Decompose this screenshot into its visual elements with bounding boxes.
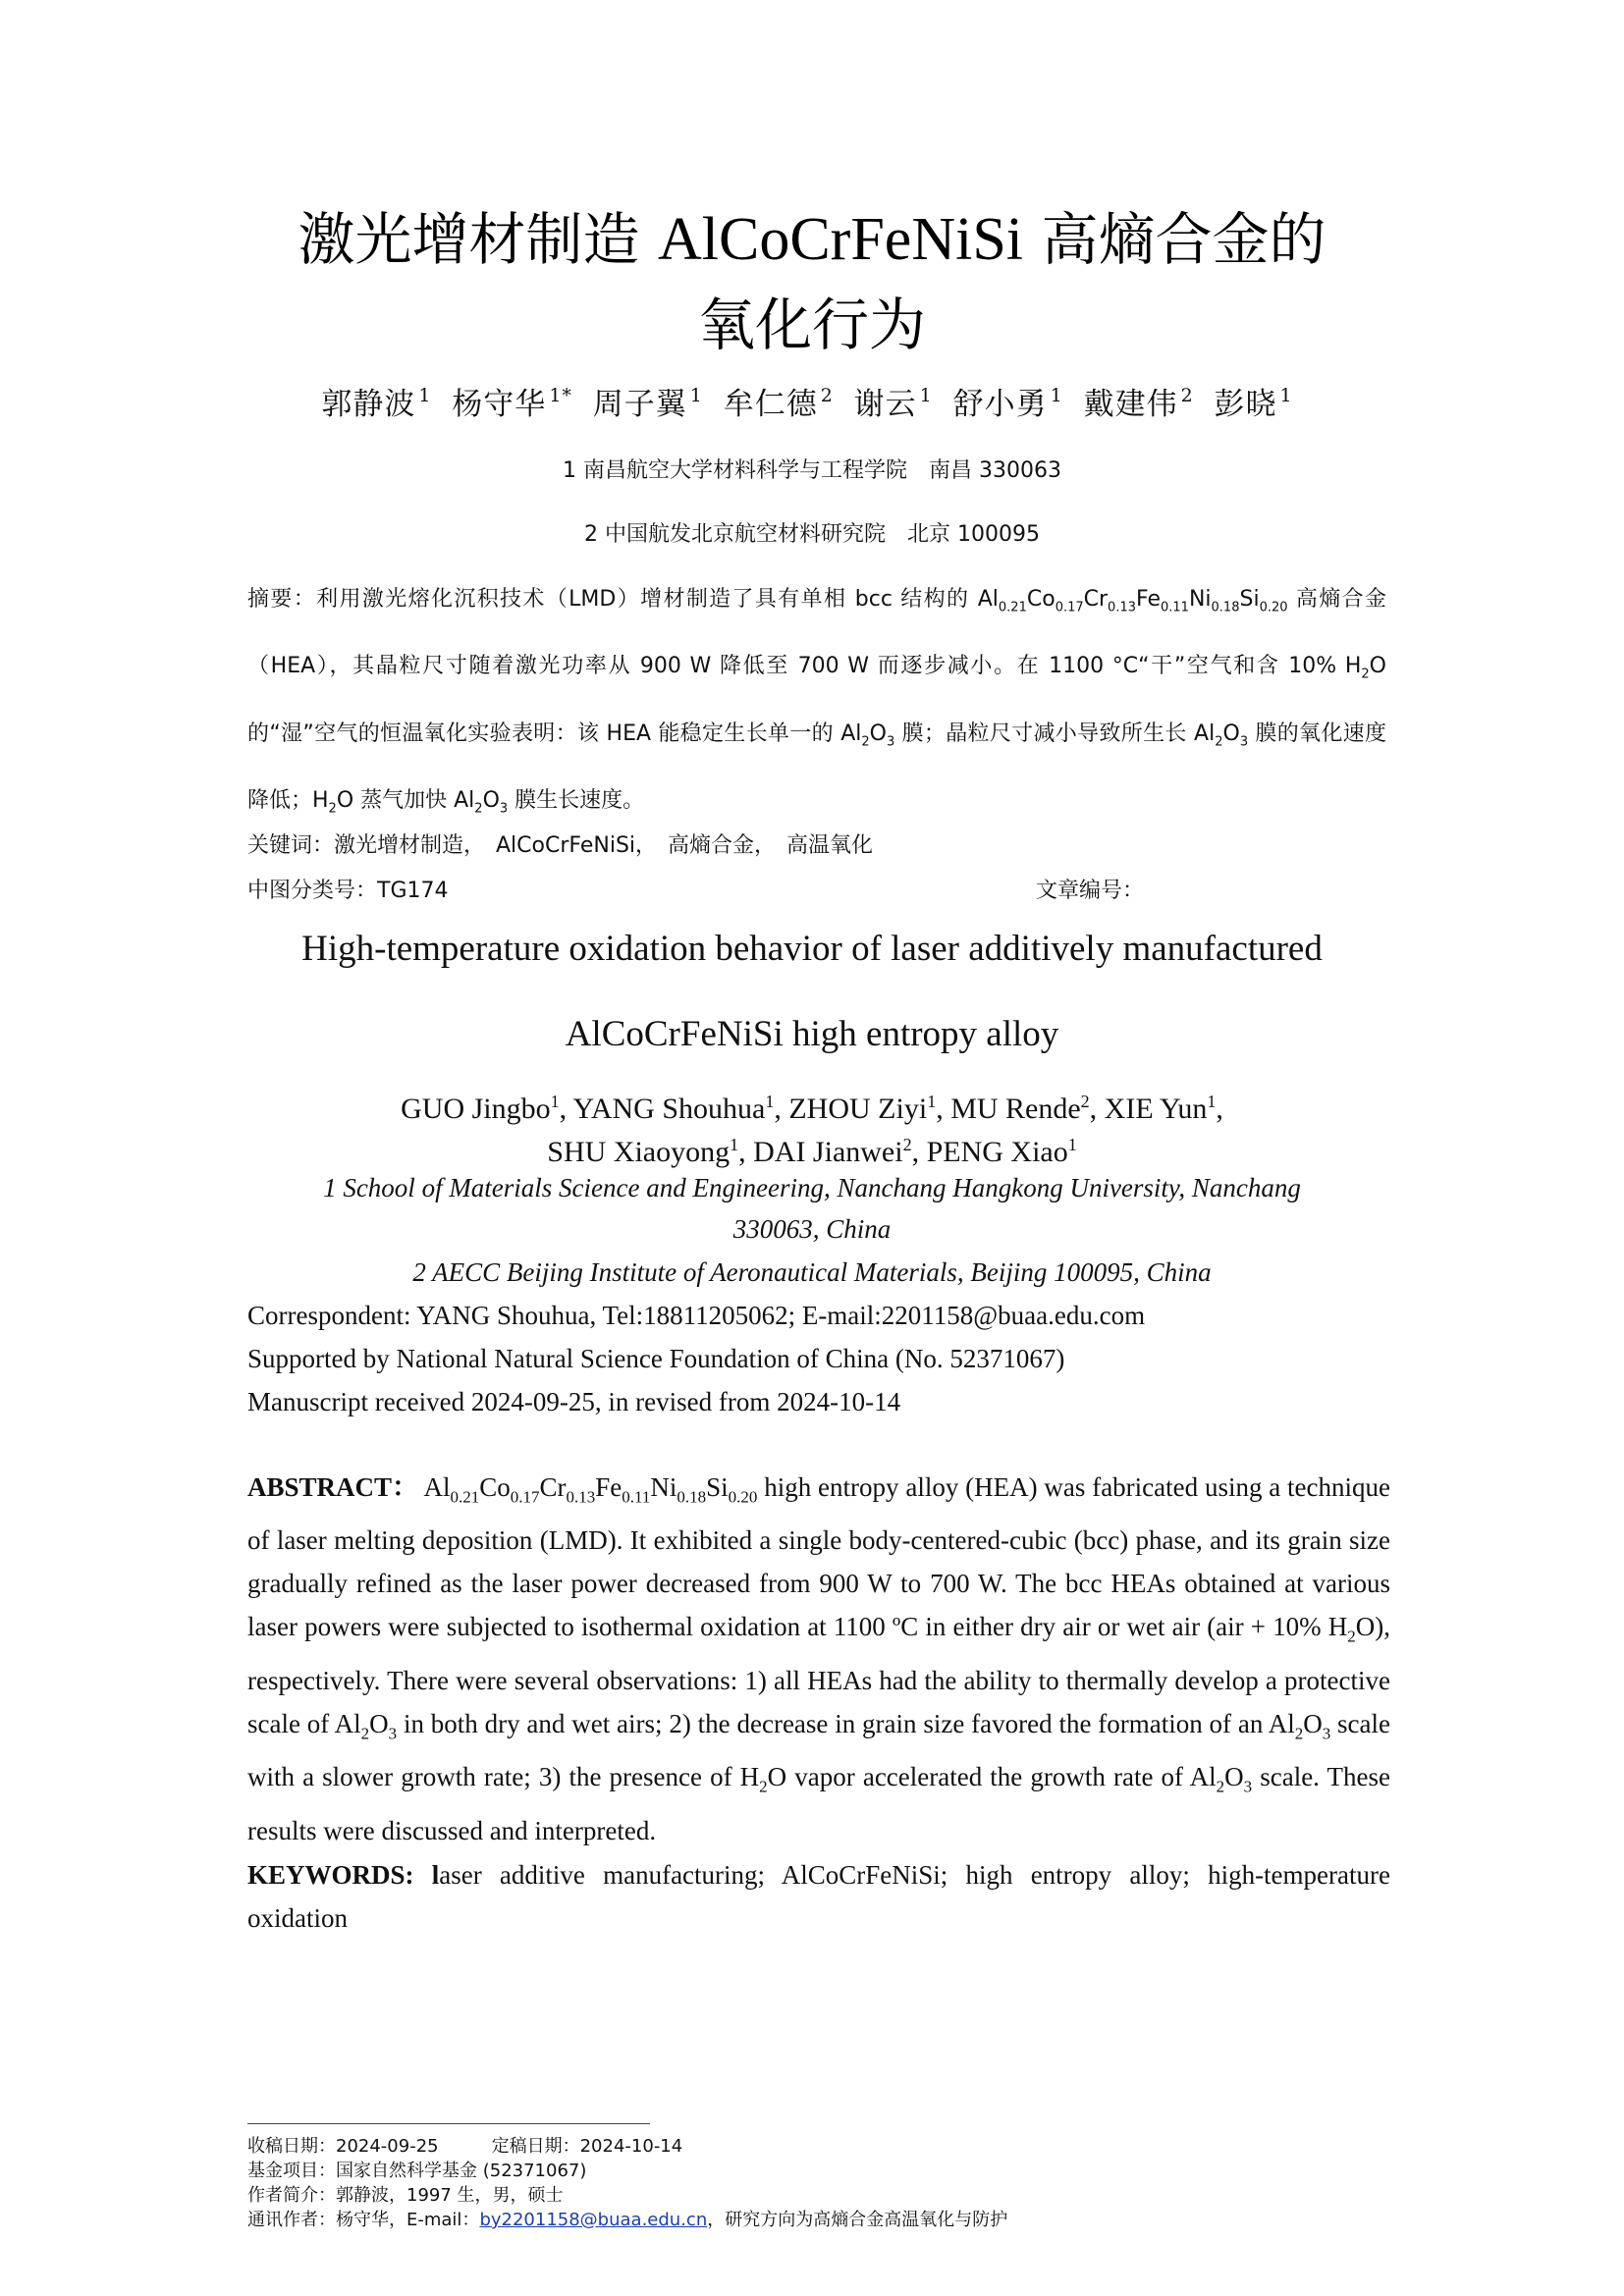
- abstract-en: ABSTRACT： $Al_{0.21}Co_{0.17}Cr_{0.13}Fe_{0.11}Ni_{0.18}Si_{0.20}$ high entropy alloy (HEA) was fabricated using a technique of laser melting deposition (LMD). It exhibited a single body-centered-cubic (bcc) phase, and its grain size gradually refined as the laser power decreased from 900 W to 700 W. The bcc HEAs obtained at various laser powers were subjected to isothermal oxidation at 1100 ºC in either dry air or wet air (air + 10% $H_2O$), respectively. There were several observations: 1) all HEAs had the ability to thermally develop a protective scale of $Al_2O_3$ in both dry and wet airs; 2) the decrease in grain size favored the formation of an $Al_2O_3$ scale with a slower growth rate; 3) the presence of $H_2O$ vapor accelerated the growth rate of $Al_2O_3$ scale. These results were discussed and interpreted.: [247, 1472, 1391, 1845]
- abstract-cn: 摘要：利用激光熔化沉积技术（LMD）增材制造了具有单相 bcc 结构的 $Al_{0.21}Co_{0.17}Cr_{0.13}Fe_{0.11}Ni_{0.18}Si_{0.20}$ 高熵合金（HEA），其晶粒尺寸随着激光功率从 900 W 降低至 700 W 而逐步减小。在 1100 °C“干”空气和含 10% $H_2O$ 的“湿”空气的恒温氧化实验表明：该 HEA 能稳定生长单一的 $Al_2O_3$ 膜；晶粒尺寸减小导致所生长 $Al_2O_3$ 膜的氧化速度降低；$H_2O$ 蒸气加快 $Al_2O_3$ 膜生长速度。: [247, 587, 1387, 817]
- supported-by-en: Supported by National Natural Science Foundation of China (No. 52371067): [247, 1344, 1065, 1373]
- title-cn-line1: [0, 206, 1624, 273]
- affiliation-cn-1: 1 南昌航空大学材料科学与工程学院 南昌 330063: [563, 458, 1061, 483]
- footnote-received: 收稿日期：2024-09-25 定稿日期：2024-10-14: [247, 2136, 683, 2157]
- author-cn: 彭晓 $^1$: [1214, 385, 1293, 422]
- title-cn-line2: 氧化行为: [697, 292, 926, 358]
- author-cn: 谢云 $^1$: [853, 385, 933, 422]
- title-en-line2: AlCoCrFeNiSi high entropy alloy: [565, 1014, 1059, 1054]
- correspondent-en: Correspondent: YANG Shouhua, Tel:18811205062; E-mail:2201158@buaa.edu.com: [247, 1301, 1146, 1330]
- affiliation-en-1-line1: 1 School of Materials Science and Engineering, Nanchang Hangkong University, Nanchang: [323, 1173, 1301, 1202]
- author-cn: 戴建伟 $^2$: [1083, 385, 1194, 422]
- author-en: XIE Yun$^1$,: [1104, 1092, 1223, 1125]
- footnote-divider: [247, 2123, 650, 2124]
- footnote-fund: 基金项目：国家自然科学基金 (52371067): [247, 2161, 587, 2181]
- title-cn-part2: 高熵合金的: [1041, 206, 1326, 273]
- email-link[interactable]: by2201158@buaa.edu.cn: [479, 2210, 708, 2230]
- footnote-correspondent: 通讯作者：杨守华，E-mail：by2201158@buaa.edu.cn，研究方向为高熵合金高温氧化与防护: [247, 2210, 1008, 2230]
- author-en: SHU Xiaoyong$^1$,: [547, 1135, 754, 1168]
- affiliation-en-1-line2: 330063, China: [732, 1214, 892, 1244]
- author-cn: 郭静波 $^1$: [321, 385, 432, 422]
- abstract-label: ABSTRACT：: [247, 1472, 419, 1502]
- author-en: DAI Jianwei$^2$,: [753, 1135, 927, 1168]
- author-cn: 杨守华 $^{1*}$: [452, 385, 572, 422]
- title-en-line1: High-temperature oxidation behavior of laser additively manufactured: [301, 929, 1323, 969]
- affiliation-cn-2: 2 中国航发北京航空材料研究院 北京 100095: [584, 522, 1040, 547]
- authors-cn: [0, 379, 1624, 423]
- keywords-cn: 关键词：激光增材制造， AlCoCrFeNiSi， 高熵合金， 高温氧化: [247, 833, 874, 858]
- keywords-label: KEYWORDS: l: [247, 1860, 440, 1890]
- author-cn: 舒小勇 $^1$: [952, 385, 1063, 422]
- author-en: PENG Xiao$^1$: [926, 1135, 1077, 1168]
- author-en: MU Rende$^2$,: [950, 1092, 1105, 1125]
- manuscript-received-en: Manuscript received 2024-09-25, in revised from 2024-10-14: [247, 1387, 901, 1416]
- author-cn: 牟仁德 $^2$: [723, 385, 834, 422]
- author-en: YANG Shouhua$^1$,: [572, 1092, 789, 1125]
- keywords-en: KEYWORDS: laser additive manufacturing; AlCoCrFeNiSi; high entropy alloy; high-temperature oxidation: [247, 1860, 1390, 1933]
- classification-cn: 中图分类号：TG174: [247, 879, 449, 903]
- author-en: ZHOU Ziyi$^1$,: [788, 1092, 951, 1125]
- title-cn-part1: 激光增材制造: [298, 206, 640, 273]
- affiliation-en-2: 2 AECC Beijing Institute of Aeronautical Materials, Beijing 100095, China: [412, 1257, 1212, 1287]
- author-en: GUO Jingbo$^1$,: [401, 1092, 573, 1125]
- title-cn-latin: AlCoCrFeNiSi: [657, 206, 1024, 273]
- article-number-cn: 文章编号：: [1036, 879, 1145, 903]
- author-cn: 周子翼 $^1$: [592, 385, 703, 422]
- footnote-author: 作者简介：郭静波，1997 生，男，硕士: [247, 2185, 564, 2206]
